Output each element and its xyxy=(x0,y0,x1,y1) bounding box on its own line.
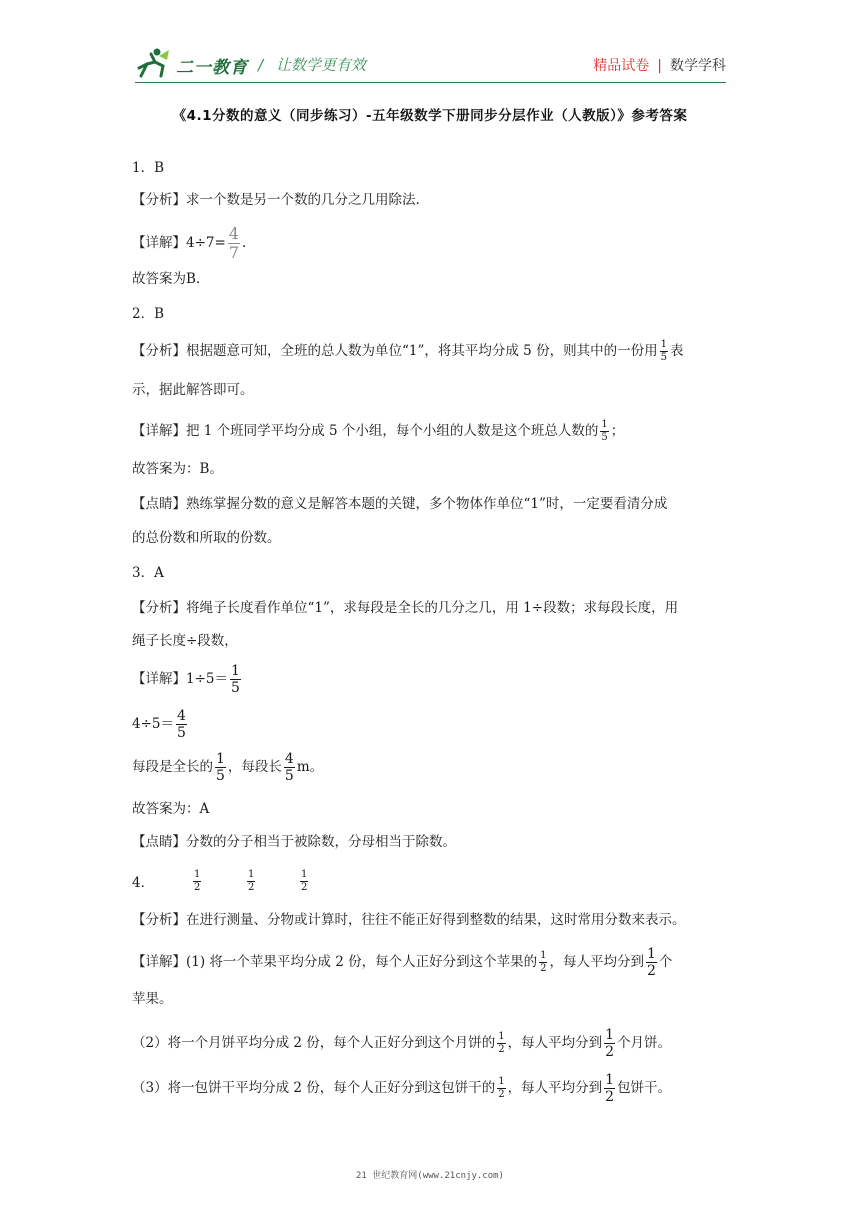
detail-label: 【详解】 xyxy=(132,235,186,251)
denominator: 5 xyxy=(216,768,225,784)
q3-analysis xyxy=(132,597,678,619)
detail-expr: 1÷5＝ xyxy=(186,671,228,687)
numerator: 1 xyxy=(540,950,547,961)
q2-tip-line2: 的总份数和所取的份数。 xyxy=(132,530,281,546)
numerator: 1 xyxy=(498,1076,505,1087)
fraction xyxy=(176,709,187,740)
detail-expr: 4÷7= xyxy=(186,235,226,251)
detail-text: ，每人平均分到 xyxy=(549,954,644,970)
page-title: 《4.1分数的意义（同步练习）-五年级数学下册同步分层作业（人教版）》参考答案 xyxy=(172,108,688,124)
denominator: 5 xyxy=(231,680,240,696)
denominator: 2 xyxy=(646,963,656,979)
q1-answer: 故答案为B. xyxy=(132,271,201,287)
detail-unit: m。 xyxy=(296,759,324,775)
analysis-text: 在进行测量、分物或计算时，往往不能正好得到整数的结果，这时常用分数来表示。 xyxy=(186,912,686,928)
detail-text: ，每人平均分到 xyxy=(507,1080,603,1096)
numerator: 1 xyxy=(498,1031,505,1042)
numerator: 1 xyxy=(646,946,656,962)
q4-detail-1-line2: 苹果。 xyxy=(132,991,173,1007)
denominator: 5 xyxy=(177,725,186,741)
analysis-label: 【分析】 xyxy=(132,192,186,208)
page-footer: 21 世纪教育网(www.21cnjy.com) xyxy=(356,1171,504,1181)
q2-detail xyxy=(132,420,624,443)
q3-detail-3 xyxy=(132,752,323,783)
runner-logo-icon xyxy=(135,46,171,80)
denominator: 2 xyxy=(248,882,255,893)
denominator: 2 xyxy=(301,882,308,893)
fraction xyxy=(660,340,668,363)
detail-text: （2）将一个月饼平均分成 2 份，每个人正好分到这个月饼的 xyxy=(132,1035,496,1051)
answer-fraction-3 xyxy=(300,870,308,893)
answer-fraction-1 xyxy=(193,870,201,893)
fraction xyxy=(284,752,295,783)
q2-analysis-line2: 示，据此解答即可。 xyxy=(132,382,254,398)
fraction xyxy=(646,947,657,978)
detail-text-end: 个月饼。 xyxy=(617,1035,672,1051)
detail-text: 每段是全长的 xyxy=(132,759,213,775)
detail-text-end: ； xyxy=(610,423,625,439)
denominator: 2 xyxy=(498,1044,505,1055)
fraction xyxy=(215,752,226,783)
fraction xyxy=(604,1028,615,1059)
q2-tip xyxy=(132,493,667,515)
page-header xyxy=(0,0,860,92)
answer-fraction-2 xyxy=(247,870,255,893)
numerator: 1 xyxy=(605,1027,615,1043)
detail-text-end: 个 xyxy=(658,954,673,970)
q4-number: 4． xyxy=(132,875,155,891)
q3-tip xyxy=(132,831,456,853)
tag-subject: 数学学科 xyxy=(670,58,726,74)
q2-analysis xyxy=(132,340,683,363)
analysis-text: 根据题意可知，全班的总人数为单位“1”，将其平均分成 5 份，则其中的一份用 xyxy=(186,343,658,359)
denominator: 2 xyxy=(194,882,201,893)
detail-expr: 4÷5＝ xyxy=(132,716,174,732)
detail-text: ，每段长 xyxy=(227,759,282,775)
detail-label: 【详解】 xyxy=(132,671,186,687)
q3-detail-1 xyxy=(132,664,243,695)
slogan-separator: / xyxy=(258,56,264,74)
denominator: 7 xyxy=(228,243,239,262)
q2-number: 2．B xyxy=(132,306,165,322)
fraction xyxy=(230,664,241,695)
tip-label: 【点睛】 xyxy=(132,834,186,850)
detail-label: 【详解】 xyxy=(132,423,186,439)
fraction xyxy=(228,226,240,261)
fraction xyxy=(539,951,547,974)
q4-detail-2 xyxy=(132,1028,671,1059)
q4-analysis xyxy=(132,909,686,931)
numerator: 1 xyxy=(605,1072,615,1088)
header-divider xyxy=(135,82,726,83)
tag-separator: | xyxy=(657,58,662,74)
logo-text: 二一教育 xyxy=(176,58,248,78)
q1-analysis xyxy=(132,189,420,211)
q3-detail-2 xyxy=(132,709,189,740)
numerator: 1 xyxy=(660,339,667,350)
fraction xyxy=(497,1077,505,1100)
detail-text: ，每人平均分到 xyxy=(507,1035,603,1051)
denominator: 5 xyxy=(601,432,608,443)
tag-premium: 精品试卷 xyxy=(593,58,650,74)
denominator: 2 xyxy=(605,1089,615,1105)
q1-detail xyxy=(132,226,246,261)
numerator: 1 xyxy=(248,869,255,880)
slogan-text: 让数学更有效 xyxy=(275,56,366,74)
detail-text: 把 1 个班同学平均分成 5 个小组，每个小组的人数是这个班总人数的 xyxy=(186,423,599,439)
fraction xyxy=(604,1073,615,1104)
denominator: 5 xyxy=(284,768,294,784)
fraction xyxy=(497,1032,505,1055)
analysis-text-end: 表 xyxy=(669,343,684,359)
numerator: 1 xyxy=(601,419,608,430)
denominator: 2 xyxy=(605,1044,615,1060)
q2-answer: 故答案为：B。 xyxy=(132,461,223,477)
analysis-text: 求一个数是另一个数的几分之几用除法. xyxy=(186,192,420,208)
tip-text: 分数的分子相当于被除数，分母相当于除数。 xyxy=(186,834,456,850)
denominator: 5 xyxy=(660,352,667,363)
numerator: 4 xyxy=(177,708,186,724)
analysis-label: 【分析】 xyxy=(132,600,186,616)
analysis-text: 将绳子长度看作单位“1”，求每段是全长的几分之几，用 1÷段数；求每段长度，用 xyxy=(186,600,679,616)
detail-text: (1) 将一个苹果平均分成 2 份，每个人正好分到这个苹果的 xyxy=(186,954,538,970)
detail-suffix: . xyxy=(242,235,247,251)
tip-label: 【点睛】 xyxy=(132,496,186,512)
analysis-label: 【分析】 xyxy=(132,912,186,928)
analysis-label: 【分析】 xyxy=(132,343,186,359)
q4-detail-1 xyxy=(132,947,672,978)
q3-answer: 故答案为：A xyxy=(132,801,210,817)
denominator: 2 xyxy=(498,1089,505,1100)
numerator: 1 xyxy=(216,751,225,767)
numerator: 1 xyxy=(301,869,308,880)
q4-detail-3 xyxy=(132,1073,671,1104)
numerator: 4 xyxy=(228,224,239,243)
fraction xyxy=(600,420,608,443)
detail-text-end: 包饼干。 xyxy=(617,1080,672,1096)
tip-text: 熟练掌握分数的意义是解答本题的关键，多个物体作单位“1”时，一定要看清分成 xyxy=(186,496,668,512)
denominator: 2 xyxy=(540,963,547,974)
q3-analysis-line2: 绳子长度÷段数， xyxy=(132,633,238,649)
slogan xyxy=(258,54,366,75)
detail-text: （3）将一包饼干平均分成 2 份，每个人正好分到这包饼干的 xyxy=(132,1080,496,1096)
detail-label: 【详解】 xyxy=(132,954,186,970)
subject-tag xyxy=(593,55,726,75)
numerator: 1 xyxy=(231,663,240,679)
numerator: 1 xyxy=(194,869,201,880)
q1-number: 1．B xyxy=(132,160,165,176)
q3-number: 3．A xyxy=(132,565,164,581)
numerator: 4 xyxy=(284,751,294,767)
